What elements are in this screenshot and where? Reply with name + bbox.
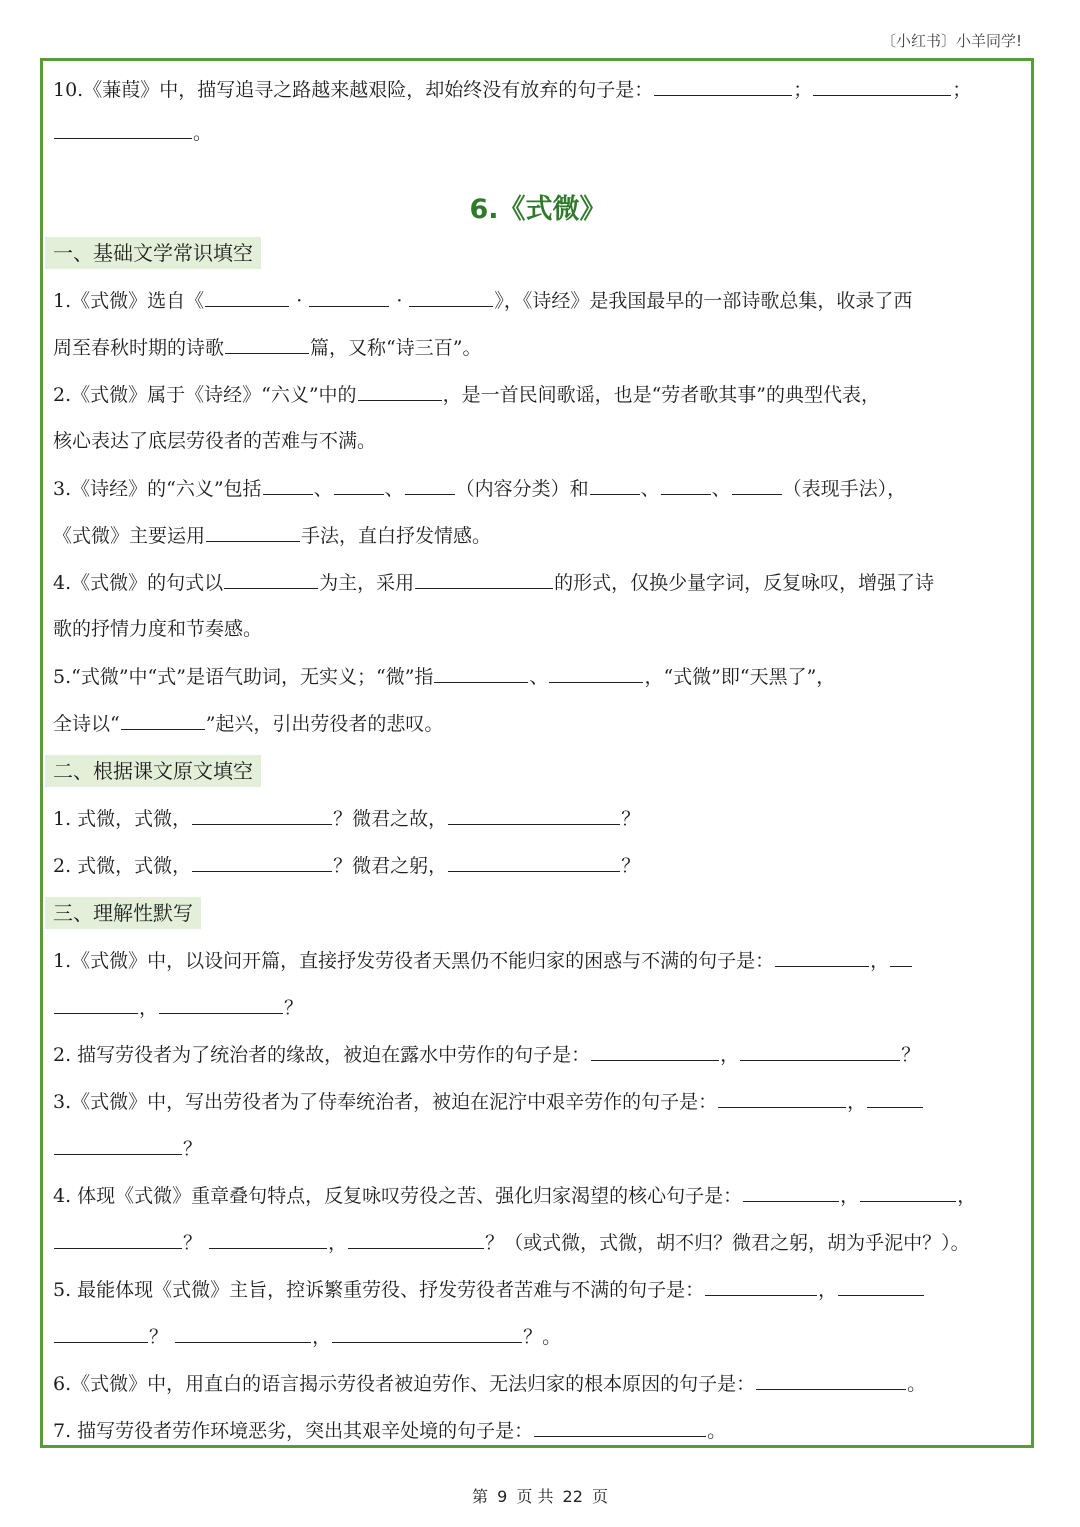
answer-blank[interactable]	[54, 993, 138, 1014]
answer-blank[interactable]	[549, 662, 643, 683]
answer-blank[interactable]	[434, 662, 528, 683]
answer-blank[interactable]	[448, 851, 620, 872]
answer-blank[interactable]	[743, 1181, 839, 1202]
answer-blank[interactable]	[409, 286, 493, 307]
page-number: 9	[497, 1487, 508, 1506]
content-frame	[40, 58, 1034, 1448]
answer-blank[interactable]	[591, 1040, 719, 1061]
s3-question-2: 2. 描写劳役者为了统治者的缘故，被迫在露水中劳作的句子是： ， ？	[53, 1040, 1023, 1069]
answer-blank[interactable]	[159, 993, 283, 1014]
answer-blank[interactable]	[860, 1181, 956, 1202]
s1-question-1: 1.《式微》选自《 · · 》，《诗经》是我国最早的一部诗歌总集，收录了西	[53, 286, 1023, 315]
s1-question-1-cont: 周至春秋时期的诗歌 篇，又称“诗三百”。	[53, 333, 1023, 362]
answer-blank[interactable]	[309, 286, 389, 307]
answer-blank[interactable]	[206, 521, 300, 542]
answer-blank[interactable]	[332, 1322, 522, 1343]
s3-question-3: 3.《式微》中，写出劳役者为了侍奉统治者，被迫在泥泞中艰辛劳作的句子是： ，	[53, 1087, 1023, 1116]
answer-blank[interactable]	[890, 946, 912, 967]
s1-question-3-cont: 《式微》主要运用 手法，直白抒发情感。	[53, 521, 1023, 550]
answer-blank[interactable]	[209, 1228, 327, 1249]
s1-question-3: 3.《诗经》的“六义”包括 、 、 （内容分类）和 、 、 （表现手法），	[53, 474, 1023, 503]
answer-blank[interactable]	[224, 568, 318, 589]
answer-blank[interactable]	[205, 286, 289, 307]
answer-blank[interactable]	[54, 118, 192, 139]
s2-question-1: 1. 式微，式微， ？微君之故， ？	[53, 804, 1023, 833]
page-total: 22	[562, 1487, 583, 1506]
s1-question-4: 4.《式微》的句式以 为主，采用 的形式，仅换少量字词，反复咏叹，增强了诗	[53, 568, 1023, 597]
answer-blank[interactable]	[838, 1275, 924, 1296]
s1-question-2: 2.《式微》属于《诗经》“六义”中的 ，是一首民间歌谣，也是“劳者歌其事”的典型代表，	[53, 380, 1023, 409]
section-heading-2: 二、根据课文原文填空	[45, 755, 261, 787]
answer-blank[interactable]	[54, 1134, 182, 1155]
answer-blank[interactable]	[813, 75, 951, 96]
answer-blank[interactable]	[534, 1416, 706, 1437]
answer-blank[interactable]	[718, 1087, 846, 1108]
prev-question-10: 10.《蒹葭》中，描写追寻之路越来越艰险，却始终没有放弃的句子是： ； ；	[53, 75, 1023, 104]
page-footer: 第 9 页 共 22 页	[471, 1487, 609, 1506]
answer-blank[interactable]	[175, 1322, 311, 1343]
answer-blank[interactable]	[705, 1275, 817, 1296]
s3-question-7: 7. 描写劳役者劳作环境恶劣，突出其艰辛处境的句子是： 。	[53, 1416, 1023, 1445]
section-heading-3: 三、理解性默写	[45, 897, 201, 929]
answer-blank[interactable]	[590, 474, 640, 495]
section-heading-1: 一、基础文学常识填空	[45, 237, 261, 269]
answer-blank[interactable]	[192, 851, 332, 872]
s1-question-4-cont: 歌的抒情力度和节奏感。	[53, 618, 263, 640]
answer-blank[interactable]	[54, 1228, 182, 1249]
s1-question-5: 5.“式微”中“式”是语气助词，无实义；“微”指 、 ，“式微”即“天黑了”，	[53, 662, 1023, 691]
s3-question-4: 4. 体现《式微》重章叠句特点，反复咏叹劳役之苦、强化归家渴望的核心句子是： ， ，	[53, 1181, 1023, 1210]
answer-blank[interactable]	[661, 474, 711, 495]
s3-question-5-cont: ？ ， ？。	[53, 1322, 1023, 1351]
answer-blank[interactable]	[448, 804, 620, 825]
s3-question-3-cont: ？	[53, 1134, 1023, 1163]
answer-blank[interactable]	[121, 709, 205, 730]
answer-blank[interactable]	[358, 380, 442, 401]
s3-question-5: 5. 最能体现《式微》主旨，控诉繁重劳役、抒发劳役者苦难与不满的句子是： ，	[53, 1275, 1023, 1304]
source-watermark: 〔小红书〕小羊同学!	[880, 32, 1022, 50]
answer-blank[interactable]	[225, 333, 309, 354]
answer-blank[interactable]	[415, 568, 553, 589]
answer-blank[interactable]	[654, 75, 792, 96]
s3-question-1: 1.《式微》中，以设问开篇，直接抒发劳役者天黑仍不能归家的困惑与不满的句子是： ，	[53, 946, 1023, 975]
answer-blank[interactable]	[192, 804, 332, 825]
answer-blank[interactable]	[775, 946, 869, 967]
s2-question-2: 2. 式微，式微， ？微君之躬， ？	[53, 851, 1023, 880]
s3-question-6: 6.《式微》中，用直白的语言揭示劳役者被迫劳作、无法归家的根本原因的句子是： 。	[53, 1369, 1023, 1398]
page-title: 6.《式微》	[469, 194, 607, 225]
s1-question-2-cont: 核心表达了底层劳役者的苦难与不满。	[53, 430, 377, 452]
answer-blank[interactable]	[348, 1228, 484, 1249]
answer-blank[interactable]	[334, 474, 384, 495]
answer-blank[interactable]	[405, 474, 455, 495]
s3-question-4-cont: ？ ， ？（或式微，式微，胡不归？微君之躬，胡为乎泥中？）。	[53, 1228, 1023, 1257]
answer-blank[interactable]	[867, 1087, 923, 1108]
answer-blank[interactable]	[740, 1040, 900, 1061]
s1-question-5-cont: 全诗以“ ”起兴，引出劳役者的悲叹。	[53, 709, 1023, 738]
answer-blank[interactable]	[732, 474, 782, 495]
answer-blank[interactable]	[54, 1322, 148, 1343]
answer-blank[interactable]	[756, 1369, 906, 1390]
s3-question-1-cont: ， ？	[53, 993, 1023, 1022]
prev-question-10-cont: 。	[53, 118, 1023, 147]
answer-blank[interactable]	[263, 474, 313, 495]
